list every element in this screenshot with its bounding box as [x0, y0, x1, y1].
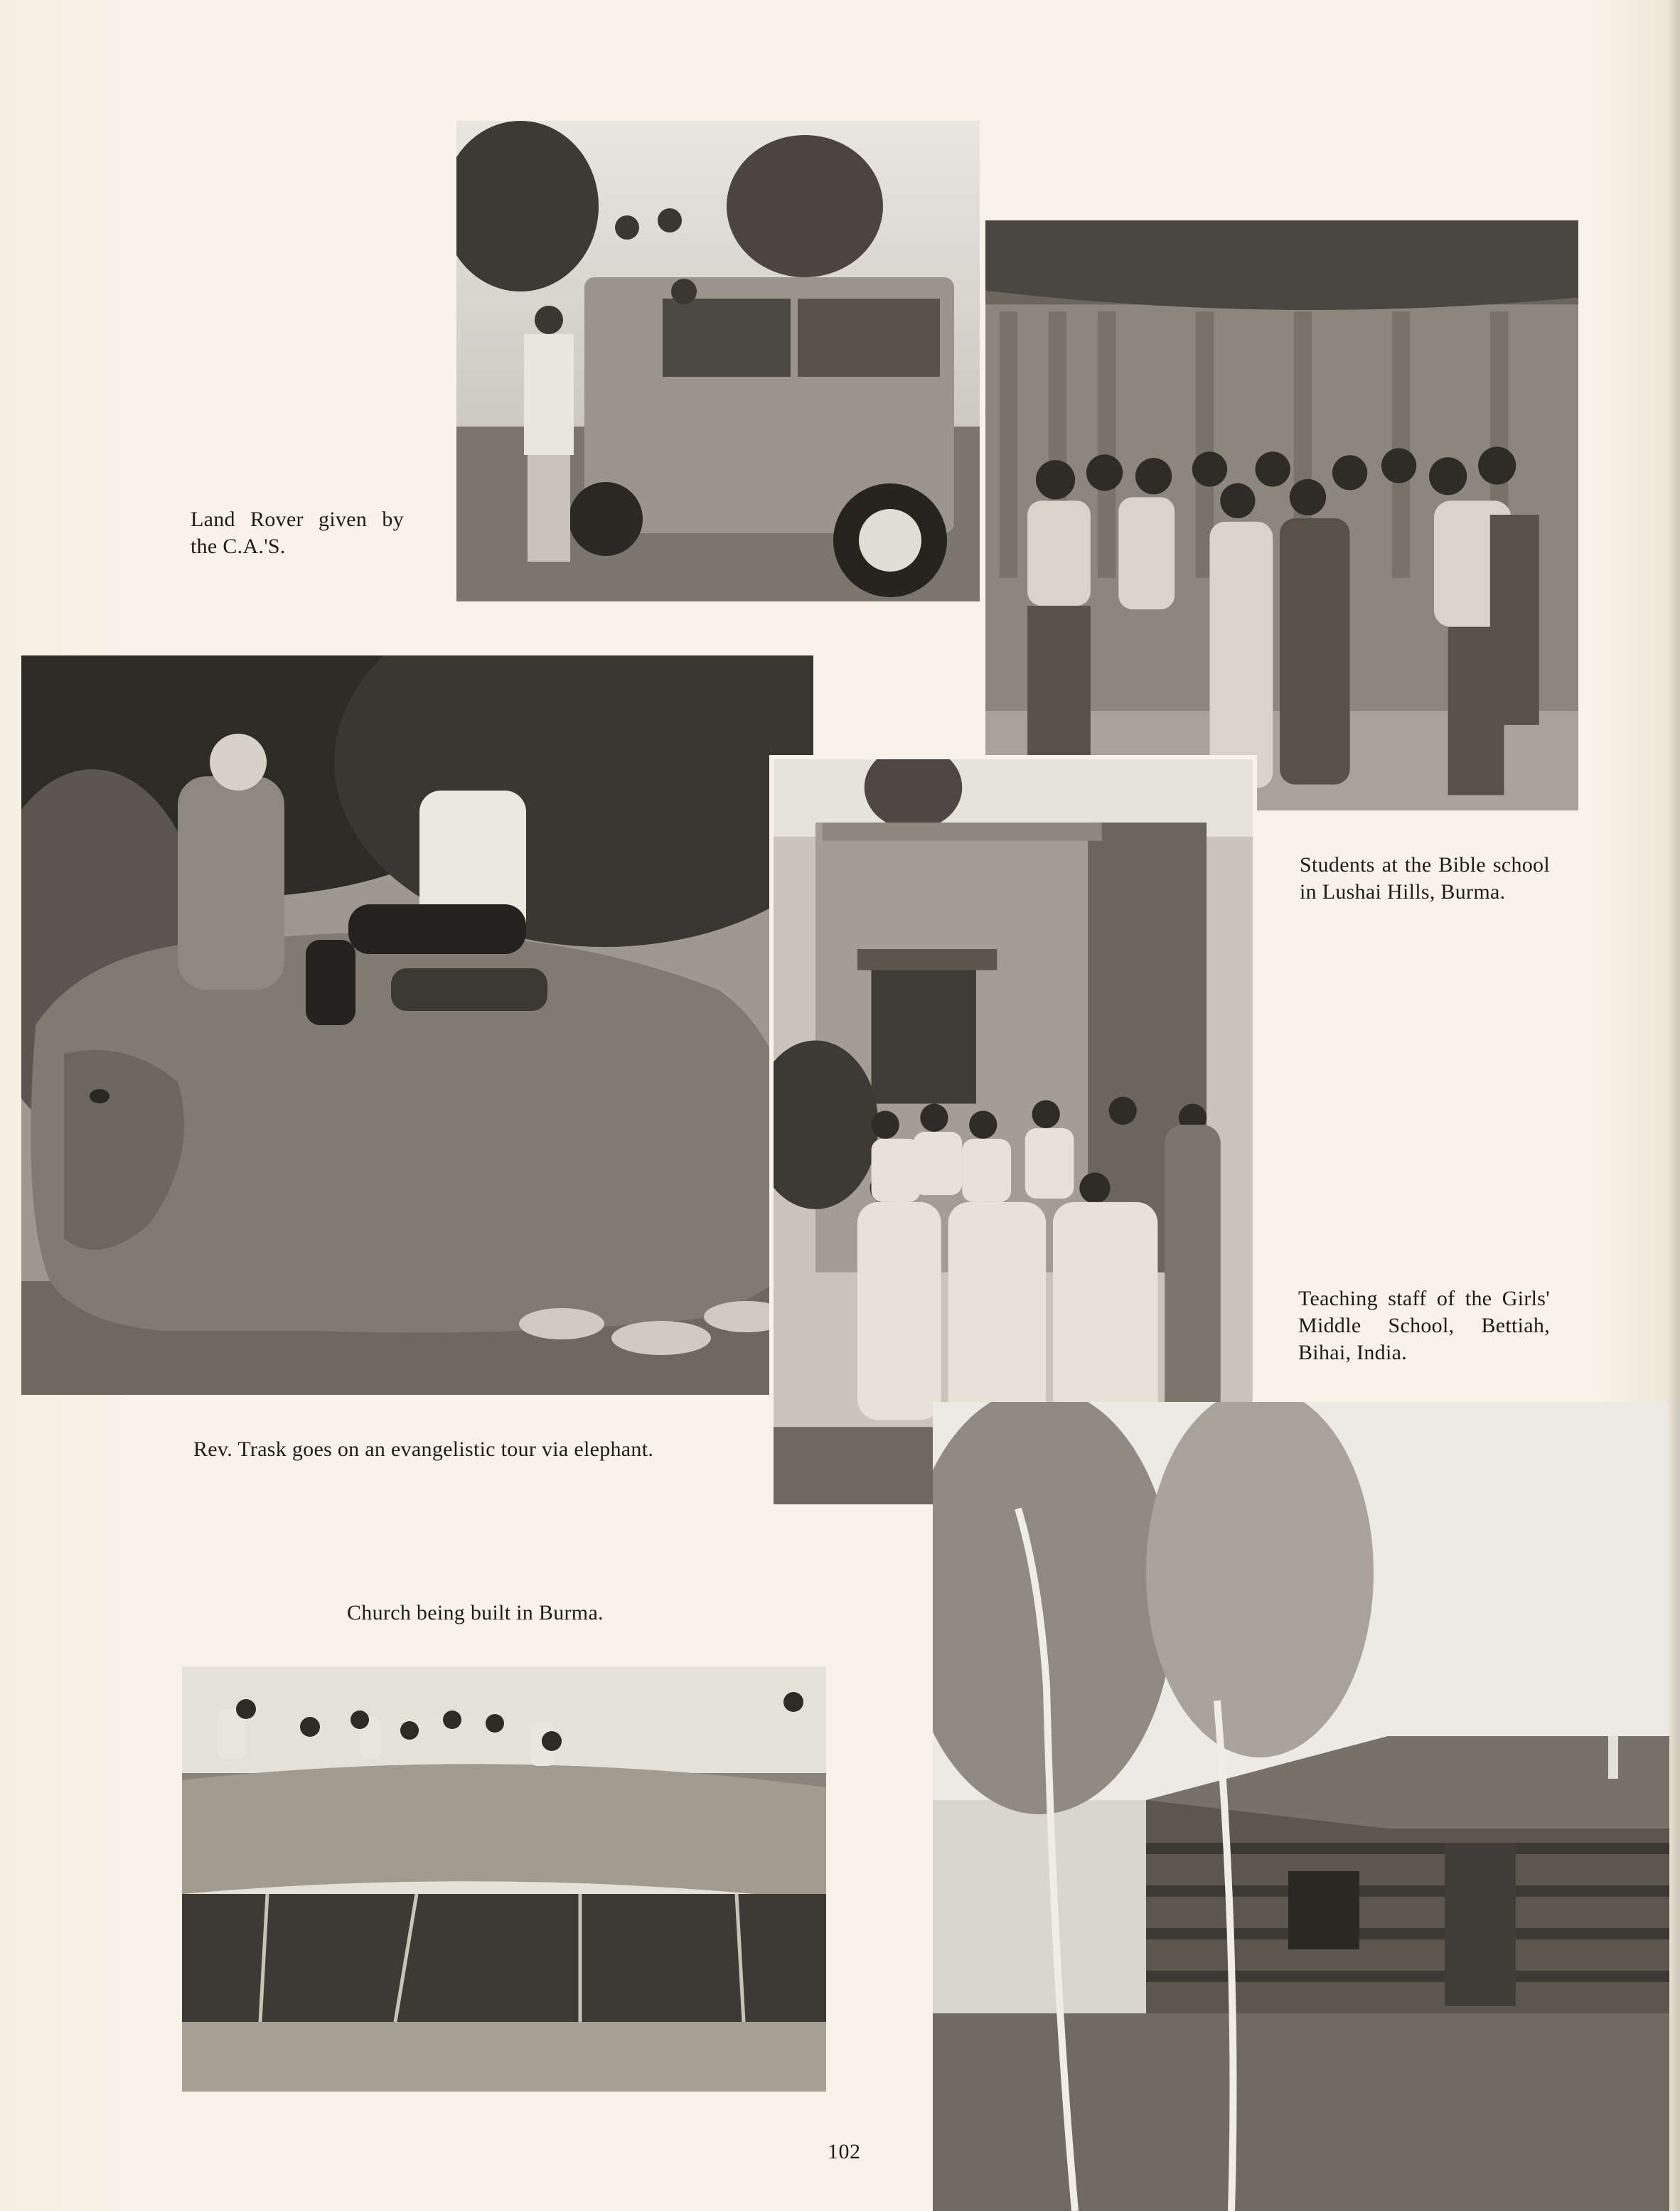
teaching-staff-photo: [769, 755, 1257, 1509]
church-building-photo: [182, 1666, 826, 2092]
bible-students-caption: Students at the Bible school in Lushai Hills, Burma.: [1300, 853, 1550, 904]
bible-school-students-photo: [981, 216, 1583, 815]
page-number: 102: [828, 2140, 861, 2163]
land-rover-caption: Land Rover given by the C.A.'S.: [191, 508, 404, 558]
log-cabin-photo: [933, 1402, 1669, 2211]
land-rover-photo: [456, 121, 980, 601]
page-edge-shadow: [1667, 0, 1680, 2211]
elephant-tour-photo: [21, 655, 813, 1395]
church-caption: Church being built in Burma.: [347, 1601, 604, 1624]
elephant-caption: Rev. Trask goes on an evangelistic tour via elephant.: [193, 1438, 654, 1461]
teaching-staff-caption: Teaching staff of the Girls' Middle School, Bettiah, Bihai, India.: [1298, 1287, 1550, 1364]
